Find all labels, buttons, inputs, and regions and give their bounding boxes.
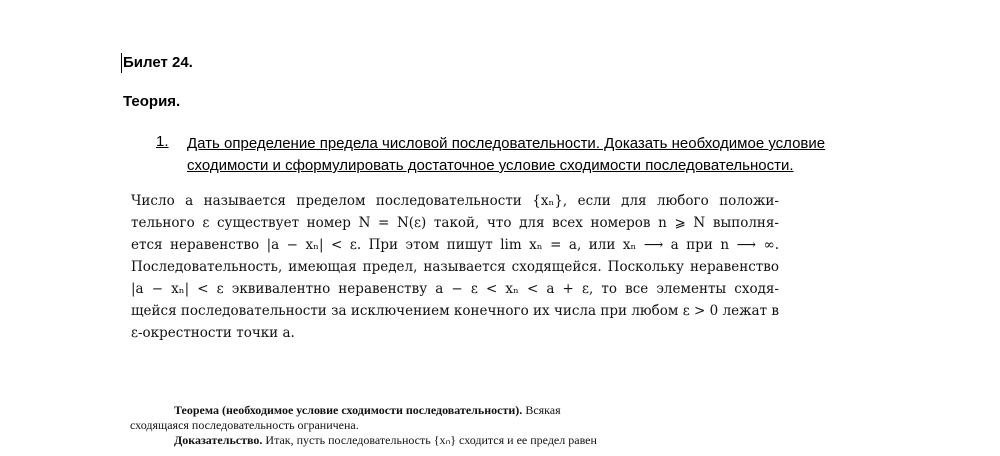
proof-label: Доказательство.	[174, 433, 263, 447]
definition-line: Последовательность, имеющая предел, называется сходящейся. Поскольку неравенство	[131, 259, 779, 275]
theory-heading: Теория.	[123, 93, 181, 110]
proof-block	[174, 433, 694, 448]
theorem-label: Теорема (необходимое условие сходимости последовательности).	[174, 403, 523, 417]
definition-line: тельного ε существует номер N = N(ε) такой, что для всех номеров n ⩾ N выполня-	[131, 215, 779, 231]
definition-line: |a − xₙ| < ε эквивалентно неравенству a − ε < xₙ < a + ε, то все элементы сходя-	[131, 281, 779, 297]
proof-text: Итак, пусть последовательность {xₙ} сходится и ее предел равен	[265, 433, 597, 447]
theorem-text-second: сходящаяся последовательность ограничена.	[130, 418, 359, 432]
definition-line: Число a называется пределом последовательности {xₙ}, если для любого положи-	[131, 193, 779, 209]
text-cursor	[121, 53, 122, 73]
definition-line: ется неравенство |a − xₙ| < ε. При этом пишут lim xₙ = a, или xₙ ⟶ a при n ⟶ ∞.	[131, 237, 779, 253]
ticket-title: Билет 24.	[123, 54, 193, 71]
question-text: Дать определение предела числовой последовательности. Доказать необходимое условие сходимости и сформулировать достаточное условие сходимости последовательности.	[187, 135, 826, 174]
theorem-text-first: Всякая	[525, 403, 561, 417]
question-number: 1.	[156, 133, 169, 150]
definition-image-block	[131, 190, 779, 344]
theorem-block	[130, 403, 690, 433]
definition-line: щейся последовательности за исключением конечного их числа при любом ε > 0 лежат в	[131, 303, 779, 319]
definition-line: ε-окрестности точки a.	[131, 325, 295, 341]
